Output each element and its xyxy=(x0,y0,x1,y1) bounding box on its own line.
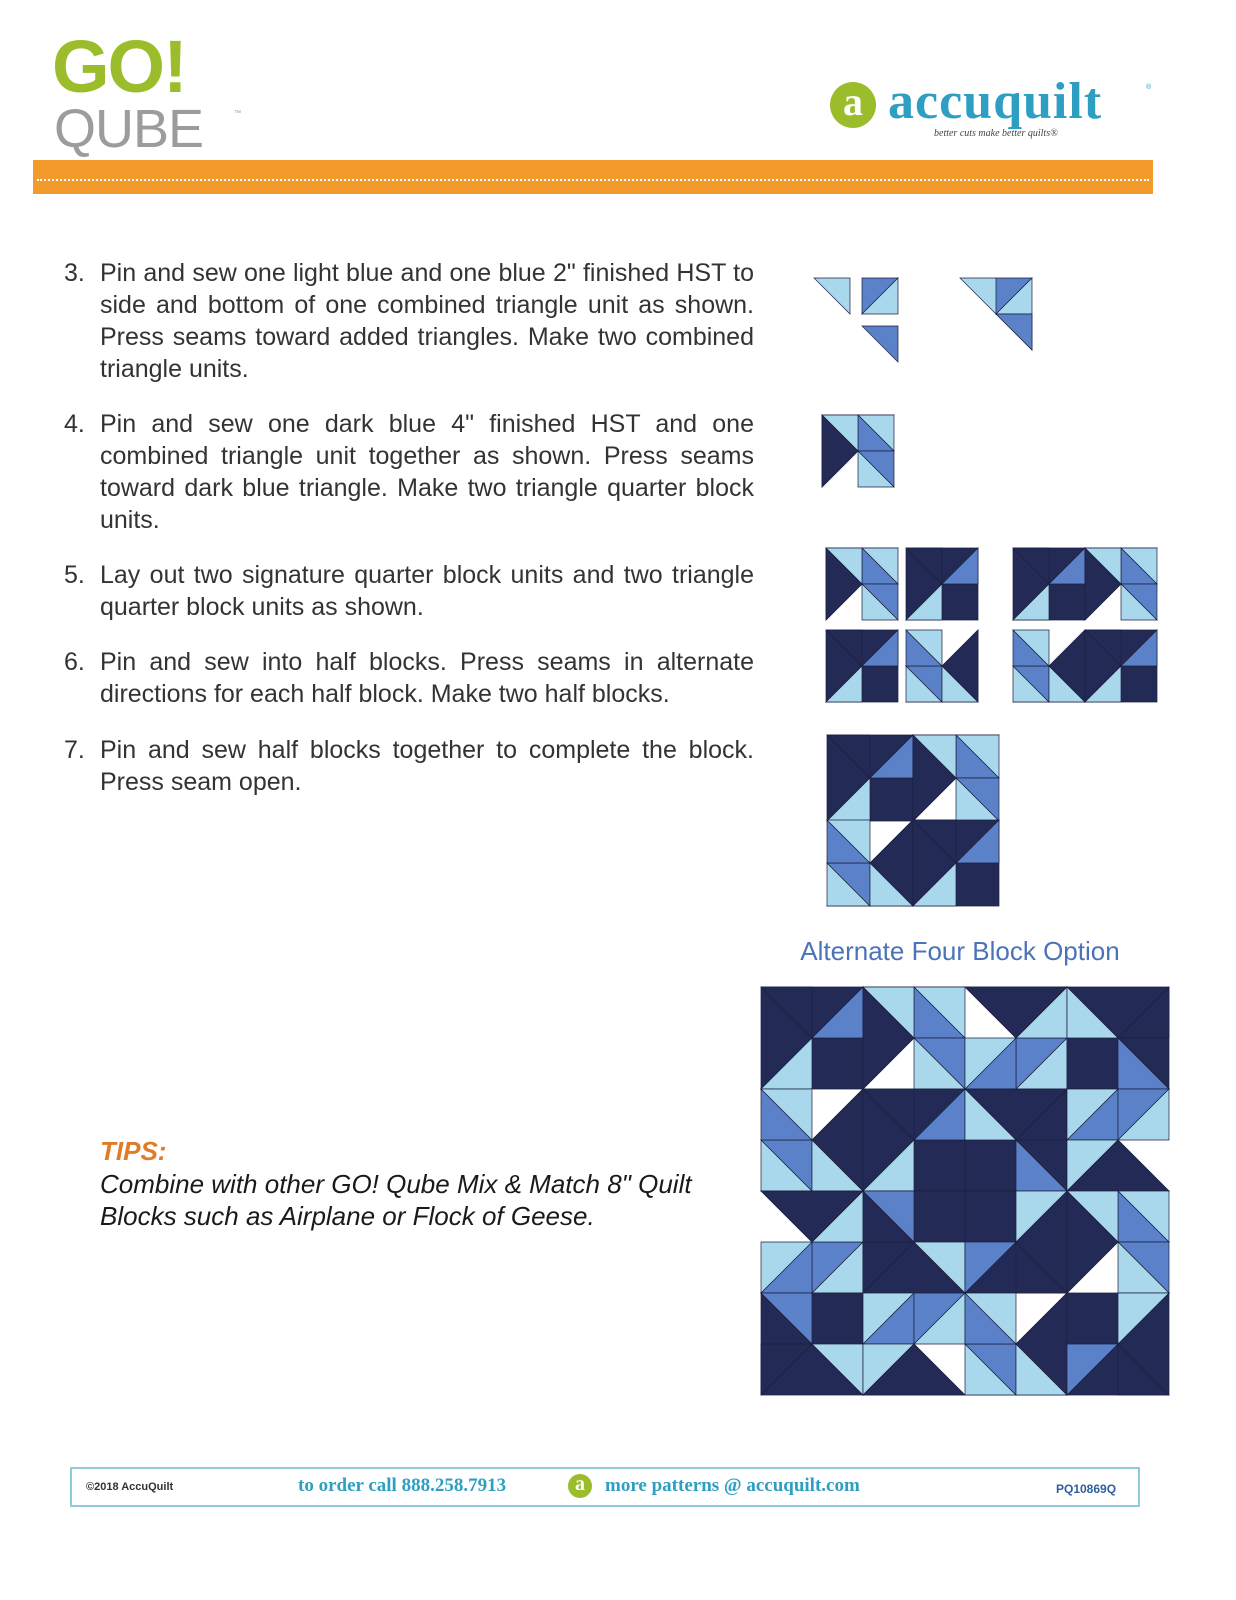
step-text: Lay out two signature quarter block units and two triangle quarter block units as shown. xyxy=(100,561,754,621)
step-5-diagram xyxy=(826,548,980,702)
step-text: Pin and sew into half blocks. Press seams in alternate directions for each half block. Make two half blocks. xyxy=(100,648,754,708)
triangle-quarter-block xyxy=(1085,548,1157,620)
hst-triangle xyxy=(862,326,898,362)
signature-quarter-block xyxy=(965,1089,1067,1191)
accuquilt-mark-icon: a xyxy=(830,82,876,128)
triangle-quarter-block xyxy=(1013,630,1085,702)
accuquilt-tagline: better cuts make better quilts® xyxy=(934,128,1058,139)
footer-bar xyxy=(70,1467,1140,1507)
step-3 xyxy=(64,257,754,385)
signature-quarter-block xyxy=(1085,630,1157,702)
signature-quarter-block xyxy=(761,1293,863,1395)
header-divider-band xyxy=(33,160,1153,194)
go-qube-logo xyxy=(52,25,252,160)
step-5 xyxy=(64,559,754,623)
triangle-quarter-block xyxy=(826,548,898,620)
alternate-four-block-diagram xyxy=(761,987,1169,1395)
signature-quarter-block xyxy=(906,548,978,620)
signature-quarter-block xyxy=(826,630,898,702)
signature-quarter-block xyxy=(965,1191,1067,1293)
accuquilt-wordmark: accuquilt xyxy=(888,73,1103,130)
signature-quarter-block xyxy=(827,735,913,821)
step-number: 3. xyxy=(64,259,85,287)
triangle-quarter-block xyxy=(906,630,978,702)
triangle-quarter-block xyxy=(1067,1089,1169,1191)
triangle-quarter-block xyxy=(913,735,999,821)
pattern-code: PQ10869Q xyxy=(1056,1482,1117,1496)
signature-quarter-block xyxy=(761,987,863,1089)
triangle-quarter-block xyxy=(1067,1191,1169,1293)
signature-quarter-block xyxy=(1013,548,1085,620)
stitch-line xyxy=(37,179,1149,181)
triangle-quarter-block xyxy=(965,987,1067,1089)
triangle-quarter-block xyxy=(761,1089,863,1191)
step-text: Pin and sew one dark blue 4" finished HST and one combined triangle unit together as shown. Press seams toward dark blue triangle. Make two triangle quarter block units. xyxy=(100,410,754,534)
order-phone-text: to order call 888.258.7913 xyxy=(298,1475,507,1496)
triangle-quarter-block xyxy=(863,987,965,1089)
triangle-quarter-block xyxy=(863,1293,965,1395)
hst-triangle xyxy=(996,314,1032,350)
registered-mark: ® xyxy=(1146,84,1152,91)
signature-quarter-block xyxy=(863,1089,965,1191)
step-number: 6. xyxy=(64,648,85,676)
signature-quarter-block xyxy=(913,820,999,906)
triangle-quarter-block xyxy=(822,415,894,487)
step-text: Pin and sew half blocks together to complete the block. Press seam open. xyxy=(100,736,754,796)
trademark-mark: ™ xyxy=(234,110,241,117)
tips-body: Combine with other GO! Qube Mix & Match 8" Quilt Blocks such as Airplane or Flock of Geese. xyxy=(100,1169,692,1231)
finished-block-diagram xyxy=(827,735,999,905)
step-3-diagram xyxy=(814,278,1034,362)
signature-quarter-block xyxy=(863,1191,965,1293)
step-4-diagram xyxy=(822,415,894,487)
triangle-quarter-block xyxy=(827,820,913,906)
accuquilt-logo xyxy=(830,73,1160,150)
website-link[interactable]: more patterns @ accuquilt.com xyxy=(605,1475,860,1496)
hst-triangle xyxy=(814,278,850,314)
step-6-diagram xyxy=(1013,548,1157,702)
step-number: 5. xyxy=(64,561,85,589)
step-4 xyxy=(64,408,754,536)
step-6 xyxy=(64,646,754,710)
step-7 xyxy=(64,734,754,798)
step-number: 7. xyxy=(64,736,85,764)
qube-logo-text: QUBE xyxy=(54,99,204,159)
step-number: 4. xyxy=(64,410,85,438)
signature-quarter-block xyxy=(1067,1293,1169,1395)
triangle-quarter-block xyxy=(761,1191,863,1293)
signature-quarter-block xyxy=(1067,987,1169,1089)
go-logo-text: GO! xyxy=(52,25,186,108)
step-text: Pin and sew one light blue and one blue 2" finished HST to side and bottom of one combined triangle unit as shown. Press seams toward added triangles. Make two combined triangle units. xyxy=(100,259,754,383)
tips-heading: TIPS: xyxy=(100,1136,167,1166)
alternate-option-label: Alternate Four Block Option xyxy=(800,936,1120,966)
copyright-text: ©2018 AccuQuilt xyxy=(86,1481,174,1493)
accuquilt-mark-icon: a xyxy=(568,1474,592,1498)
triangle-quarter-block xyxy=(965,1293,1067,1395)
